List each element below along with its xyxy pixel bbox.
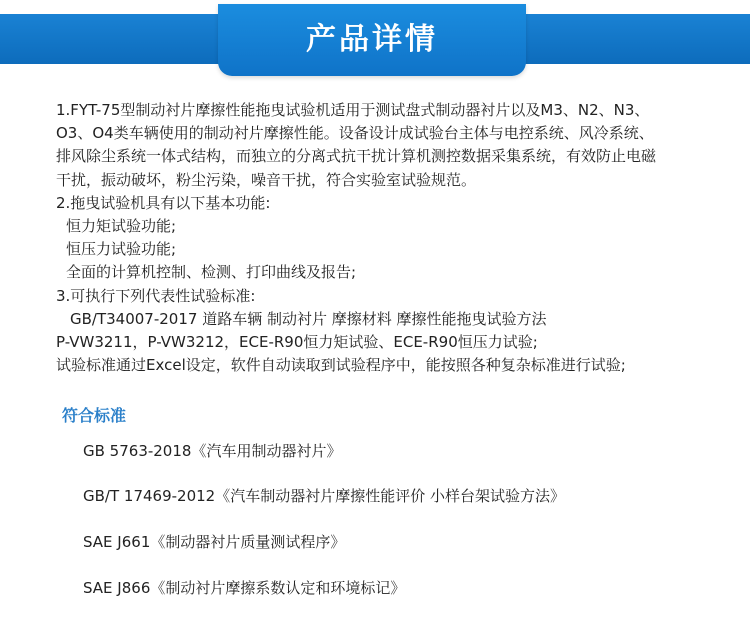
function-item: 全面的计算机控制、检测、打印曲线及报告; xyxy=(66,263,357,282)
standard-item: SAE J661《制动器衬片质量测试程序》 xyxy=(83,533,346,551)
function-item: 恒力矩试验功能; xyxy=(66,217,177,236)
standards-heading: 3.可执行下列代表性试验标准: xyxy=(56,286,256,305)
standard-line: P-VW3211，P-VW3212，ECE-R90恒力矩试验、ECE-R90恒压力试验; xyxy=(56,333,538,352)
standard-line: 试验标准通过Excel设定，软件自动读取到试验程序中，能按照各种复杂标准进行试验; xyxy=(56,356,626,375)
page-title: 产品详情 xyxy=(306,22,438,57)
standards-title: 符合标准 xyxy=(62,406,127,425)
description-line: 1.FYT-75型制动衬片摩擦性能拖曳试验机适用于测试盘式制动器衬片以及M3、N2、N3、 xyxy=(56,101,650,119)
standards-section xyxy=(62,404,126,428)
standard-line: GB/T34007-2017 道路车辆 制动衬片 摩擦材料 摩擦性能拖曳试验方法 xyxy=(70,309,547,328)
description-line: O3、O4类车辆使用的制动衬片摩擦性能。设备设计成试验台主体与电控系统、风冷系统、 xyxy=(56,124,654,143)
standard-item: GB/T 17469-2012《汽车制动器衬片摩擦性能评价 小样台架试验方法》 xyxy=(83,487,565,505)
function-item: 恒压力试验功能; xyxy=(66,240,177,259)
description-line: 干扰，振动破坏，粉尘污染，噪音干扰，符合实验室试验规范。 xyxy=(56,170,477,189)
function-heading: 2.拖曳试验机具有以下基本功能: xyxy=(56,193,271,212)
standard-item: SAE J866《制动衬片摩擦系数认定和环境标记》 xyxy=(83,579,406,597)
standard-item: GB 5763-2018《汽车用制动器衬片》 xyxy=(83,442,342,460)
product-description xyxy=(56,99,736,377)
description-line: 排风除尘系统一体式结构，而独立的分离式抗干扰计算机测控数据采集系统，有效防止电磁 xyxy=(56,147,657,166)
